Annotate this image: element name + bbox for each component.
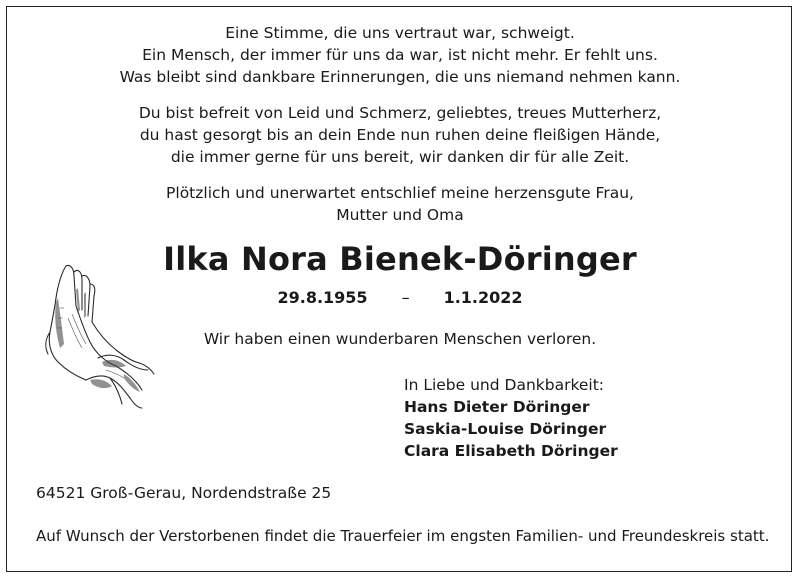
death-date: 1.1.2022 xyxy=(443,288,523,307)
mourner-name: Saskia-Louise Döringer xyxy=(404,420,607,438)
mourner-name: Hans Dieter Döringer xyxy=(404,398,590,416)
announcement-line: Mutter und Oma xyxy=(336,206,464,224)
poem-stanza-1 xyxy=(0,22,800,88)
poem-line: Eine Stimme, die uns vertraut war, schweigt. xyxy=(225,24,575,42)
mourner-name: Clara Elisabeth Döringer xyxy=(404,442,618,460)
poem-line: Was bleibt sind dankbare Erinnerungen, die uns niemand nehmen kann. xyxy=(119,68,681,86)
lost-statement: Wir haben einen wunderbaren Menschen verloren. xyxy=(203,330,597,348)
poem-line: Du bist befreit von Leid und Schmerz, geliebtes, treues Mutterherz, xyxy=(138,104,662,122)
mourners-block xyxy=(404,374,618,462)
family-address: 64521 Groß-Gerau, Nordendstraße 25 xyxy=(36,484,332,502)
date-separator: – xyxy=(401,288,410,307)
deceased-name: Ilka Nora Bienek-Döringer xyxy=(163,240,637,278)
announcement xyxy=(0,182,800,226)
birth-date: 29.8.1955 xyxy=(277,288,368,307)
funeral-notice: Auf Wunsch der Verstorbenen findet die Trauerfeier im engsten Familien- und Freundeskreis statt. xyxy=(36,527,770,545)
poem-line: die immer gerne für uns bereit, wir danken dir für alle Zeit. xyxy=(170,148,630,166)
mourners-intro: In Liebe und Dankbarkeit: xyxy=(404,376,605,394)
announcement-line: Plötzlich und unerwartet entschlief meine herzensgute Frau, xyxy=(166,184,634,202)
poem-stanza-2 xyxy=(0,102,800,168)
poem-line: du hast gesorgt bis an dein Ende nun ruhen deine fleißigen Hände, xyxy=(139,126,661,144)
poem-line: Ein Mensch, der immer für uns da war, ist nicht mehr. Er fehlt uns. xyxy=(142,46,658,64)
